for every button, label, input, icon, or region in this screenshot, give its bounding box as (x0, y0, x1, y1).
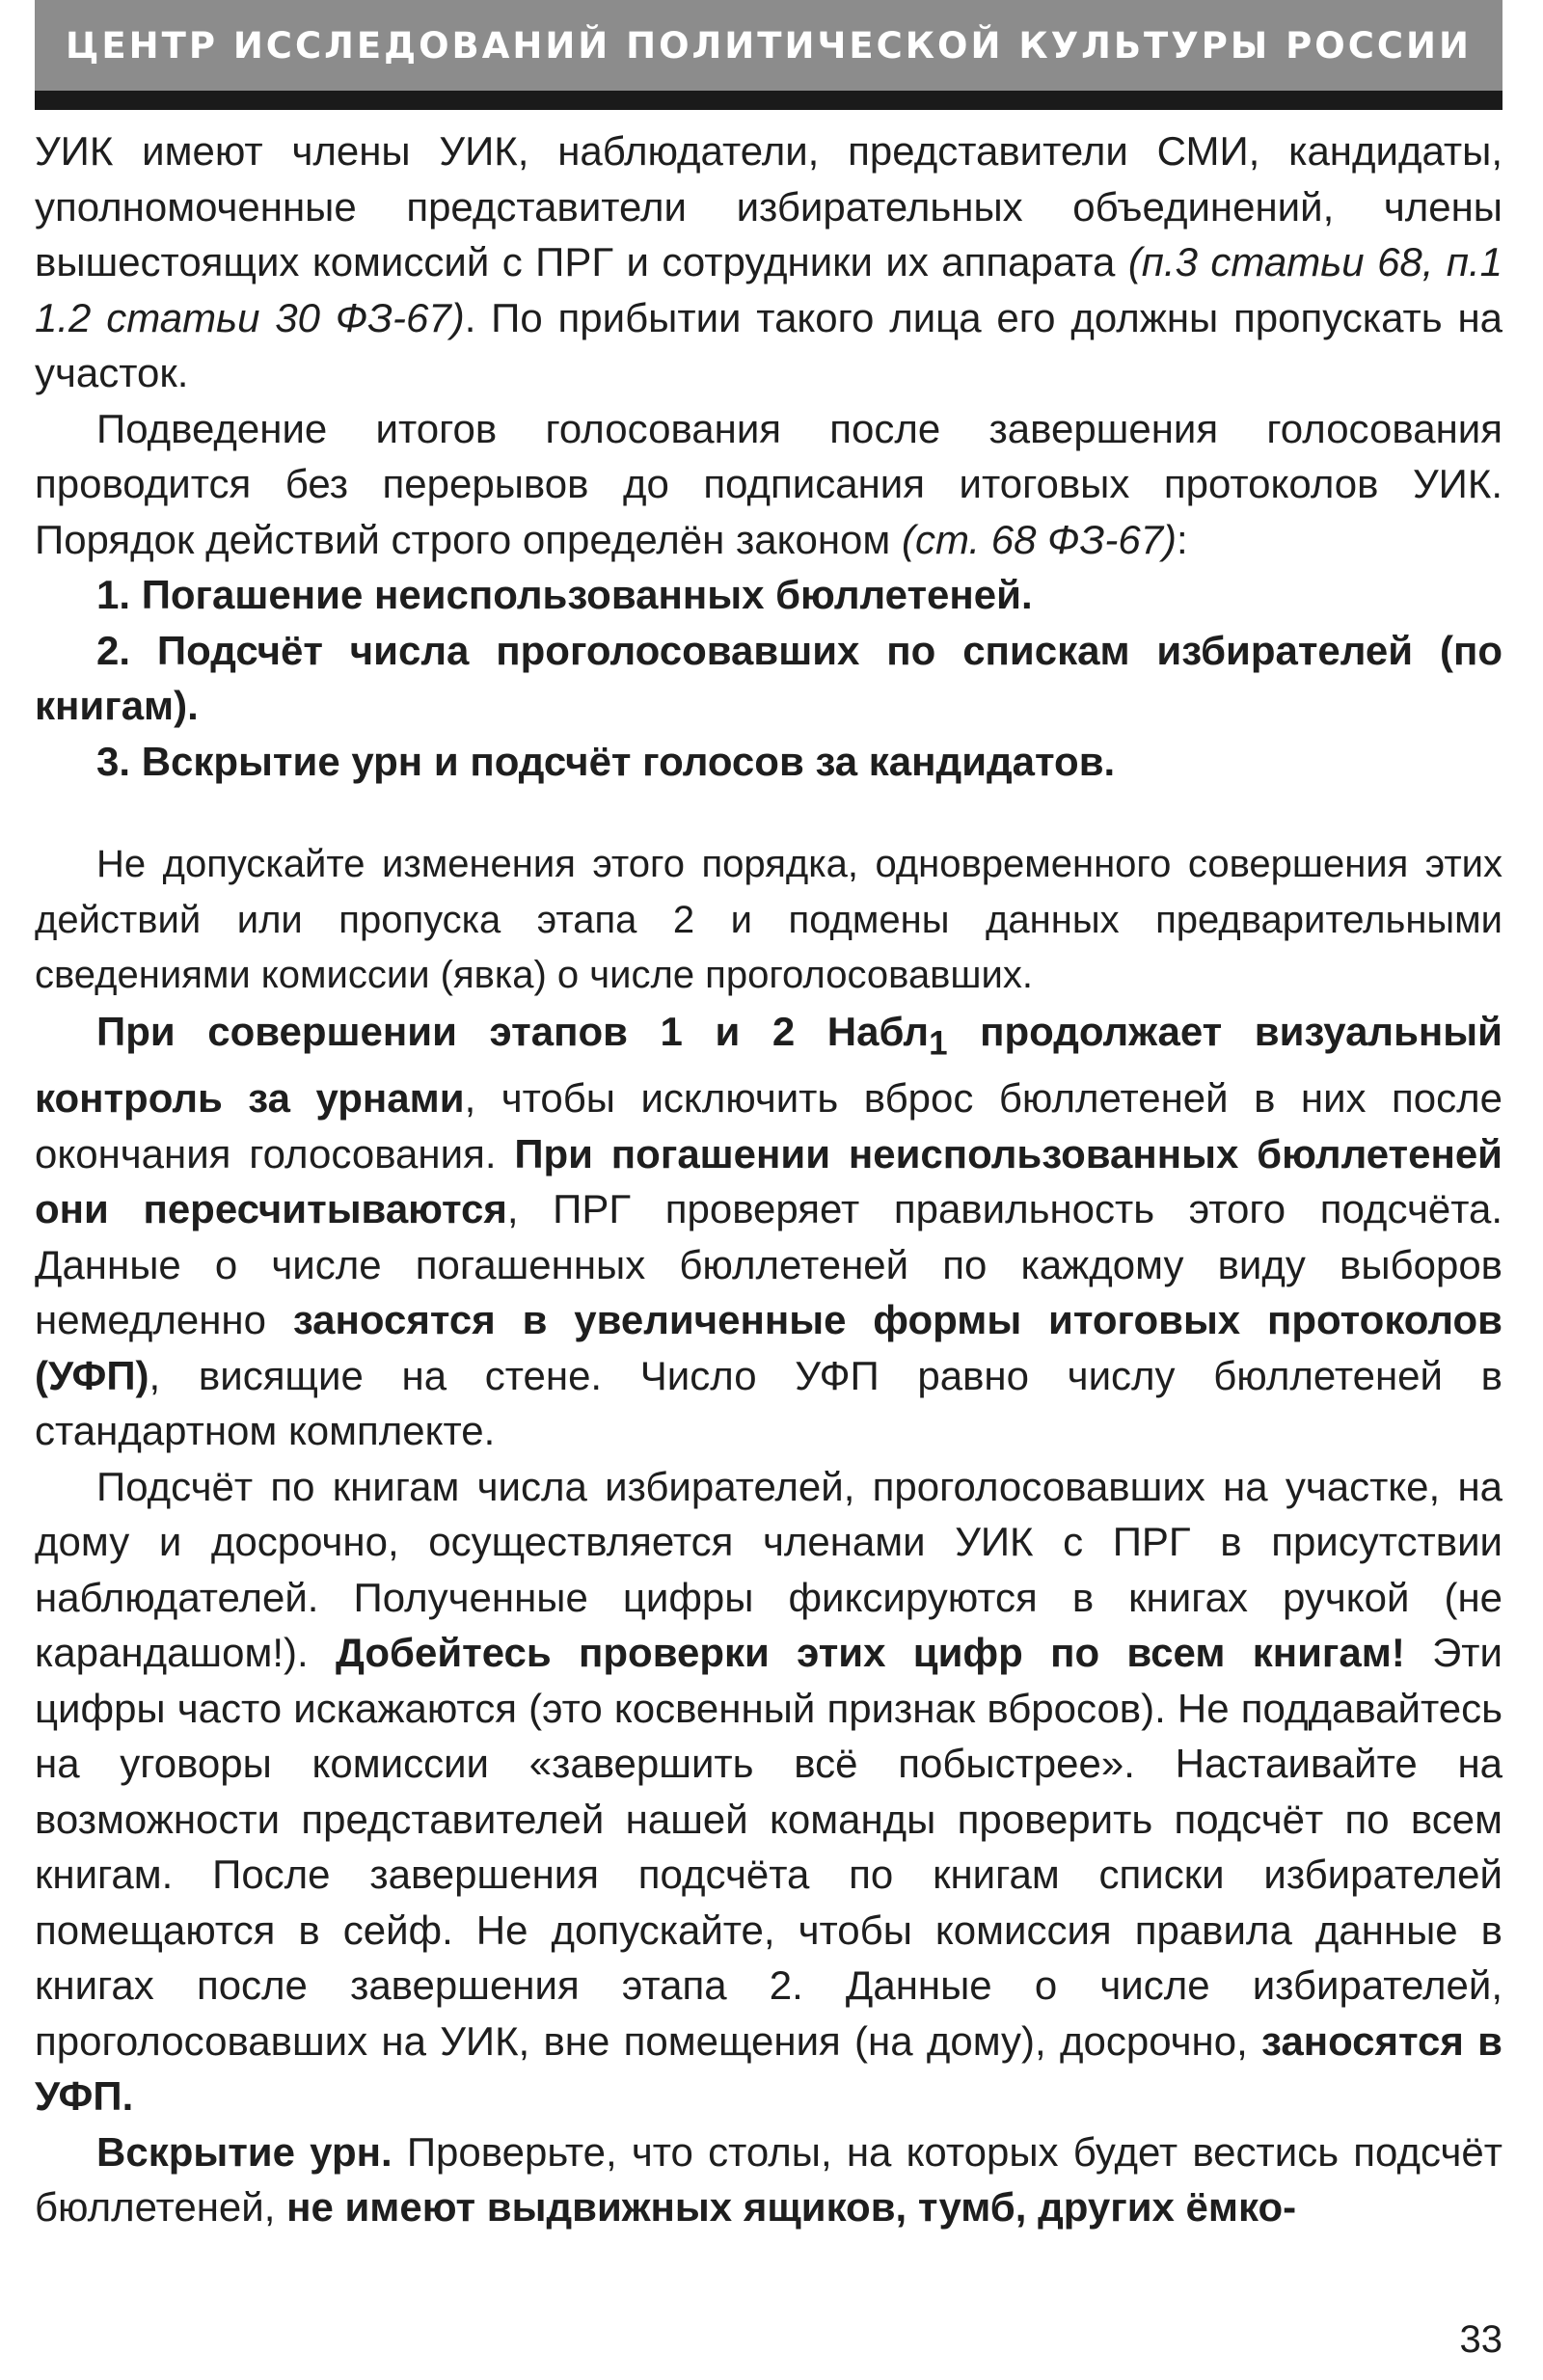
text: Проверьте, что столы, на которых будет вестись подсчёт бюллетеней, (35, 2128, 1502, 2231)
step-text: 2. Подсчёт числа проголосовавших по спискам избирателей (по книгам). (35, 627, 1502, 728)
text: : (1177, 516, 1188, 562)
bold-text: заносятся в УФП. (35, 2017, 1502, 2120)
running-header (35, 0, 1502, 91)
bold-text: Вскрытие урн. (96, 2128, 393, 2175)
text: УИК имеют члены УИК, наблюдатели, представители СМИ, кандидаты, уполномоченные представители избирательных объединений, члены вышестоящих комиссий с ПРГ и сотрудники их аппарата (35, 128, 1502, 284)
bold-text: Добейтесь проверки этих цифр по всем книгам! (335, 1630, 1405, 1676)
bold-text: При погашении неиспользованных бюллетеней они пересчитываются (35, 1130, 1502, 1232)
paragraph-books-count (35, 1459, 1502, 2124)
law-reference: (п.3 статьи 68, п.1 1.2 статьи 30 ФЗ-67) (35, 239, 1502, 340)
text: . По прибытии такого лица его должны пропускать на участок. (35, 294, 1502, 395)
text: , чтобы исключить вброс бюллетеней в них после окончания голосования. (35, 1075, 1503, 1176)
law-reference: (ст. 68 ФЗ-67) (901, 516, 1178, 562)
text: , ПРГ проверяет правильность этого подсчёта. Данные о числе погашенных бюллетеней по каждому виду выборов немедленно (35, 1186, 1503, 1343)
paragraph-observers (35, 123, 1502, 401)
step-3 (35, 734, 1502, 790)
text: Подсчёт по книгам числа избирателей, проголосовавших на участке, на дому и досрочно, осуществляется членами УИК с ПРГ в присутствии наблюдателей. Полученные цифры фиксируются в книгах ручкой (не карандашом!). (35, 1463, 1502, 1676)
page-number: 33 (1459, 2318, 1502, 2361)
paragraph-warning: Не допускайте изменения этого порядка, одновременного совершения этих действий или пропуска этапа 2 и подмены данных предварительными сведениями комиссии (явка) о числе проголосовавших. (35, 843, 1502, 996)
text: Эти цифры часто искажаются (это косвенный признак вбросов). Не поддавайтесь на уговоры комиссии «завершить всё побыстрее». Настаивайте на возможности представителей нашей команды проверить подсчёт по всем книгам. После завершения подсчёта по книгам списки избирателей помещаются в сейф. Не допускайте, чтобы комиссия правила данные в книгах после завершения этапа 2. Данные о числе избирателей, проголосовавших на УИК, вне помещения (на дому), досрочно, (35, 1630, 1502, 2064)
bold-text: продолжает визуальный контроль за урнами (35, 1008, 1502, 1122)
text: Подведение итогов голосования после завершения голосования проводится без перерывов до подписания итоговых протоколов УИК. Порядок действий строго определён законом (35, 405, 1502, 562)
step-text: 1. Погашение неиспользованных бюллетеней. (96, 572, 1033, 617)
bold-text: не имеют выдвижных ящиков, тумб, других ёмко- (286, 2184, 1297, 2231)
paragraph-procedure (35, 401, 1502, 568)
subscript: 1 (929, 1023, 948, 1062)
step-2 (35, 623, 1502, 734)
step-text: 3. Вскрытие урн и подсчёт голосов за кандидатов. (96, 738, 1116, 784)
paragraph-urn-opening (35, 2124, 1502, 2235)
header-rule (35, 91, 1502, 110)
bold-text: При совершении этапов 1 и 2 Набл (96, 1008, 930, 1054)
text: , висящие на стене. Число УФП равно числу бюллетеней в стандартном комплекте. (35, 1352, 1502, 1454)
bold-text: заносятся в увеличенные формы итоговых протоколов (УФП) (35, 1297, 1502, 1398)
page-body (35, 123, 1502, 2235)
paragraph-control (35, 1004, 1502, 1459)
header-title: ЦЕНТР ИССЛЕДОВАНИЙ ПОЛИТИЧЕСКОЙ КУЛЬТУРЫ РОССИИ (66, 24, 1472, 67)
step-1 (35, 567, 1502, 623)
